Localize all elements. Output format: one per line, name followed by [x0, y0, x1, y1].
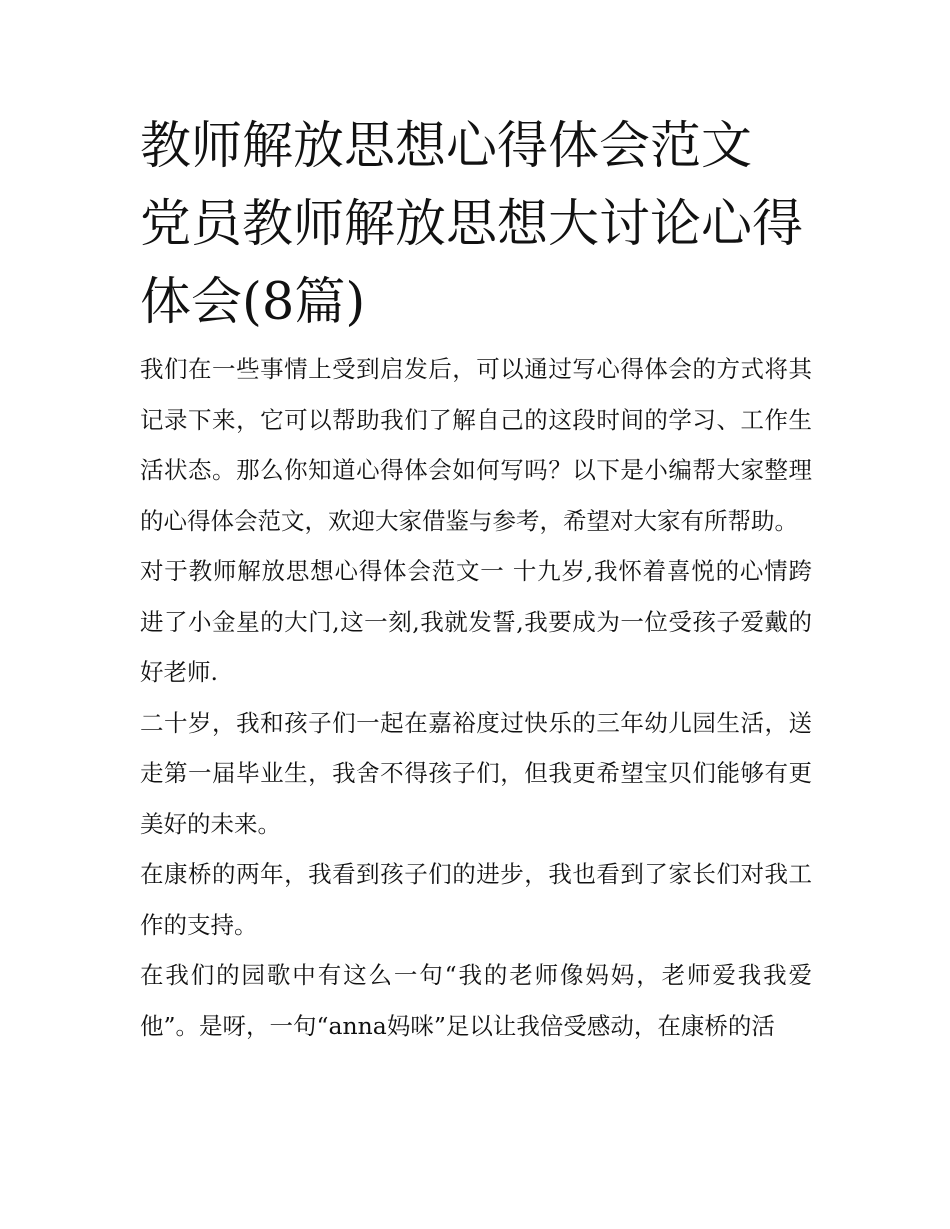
paragraph-intro: 我们在一些事情上受到启发后，可以通过写心得体会的方式将其记录下来，它可以帮助我们了解自己的这段时间的学习、工作生活状态。那么你知道心得体会如何写吗？以下是小编帮大家整理的心得体会范文，欢迎大家借鉴与参考，希望对大家有所帮助。	[140, 355, 812, 535]
paragraph-garden-song: 在我们的园歌中有这么一句“我的老师像妈妈，老师爱我我爱他”。是呀，一句“anna妈咪”足以让我倍受感动，在康桥的活	[140, 961, 812, 1040]
document-title: 教师解放思想心得体会范文 党员教师解放思想大讨论心得体会(8篇)	[140, 117, 804, 332]
paragraph-age-twenty: 二十岁，我和孩子们一起在嘉裕度过快乐的三年幼儿园生活，送走第一届毕业生，我舍不得孩子们，但我更希望宝贝们能够有更美好的未来。	[140, 708, 812, 838]
paragraph-kangqiao-two-years: 在康桥的两年，我看到孩子们的进步，我也看到了家长们对我工作的支持。	[140, 860, 812, 939]
document-page	[140, 108, 812, 1051]
paragraph-essay-one-opening: 对于教师解放思想心得体会范文一 十九岁,我怀着喜悦的心情跨进了小金星的大门,这一刻,我就发誓,我要成为一位受孩子爱戴的好老师.	[140, 557, 812, 686]
